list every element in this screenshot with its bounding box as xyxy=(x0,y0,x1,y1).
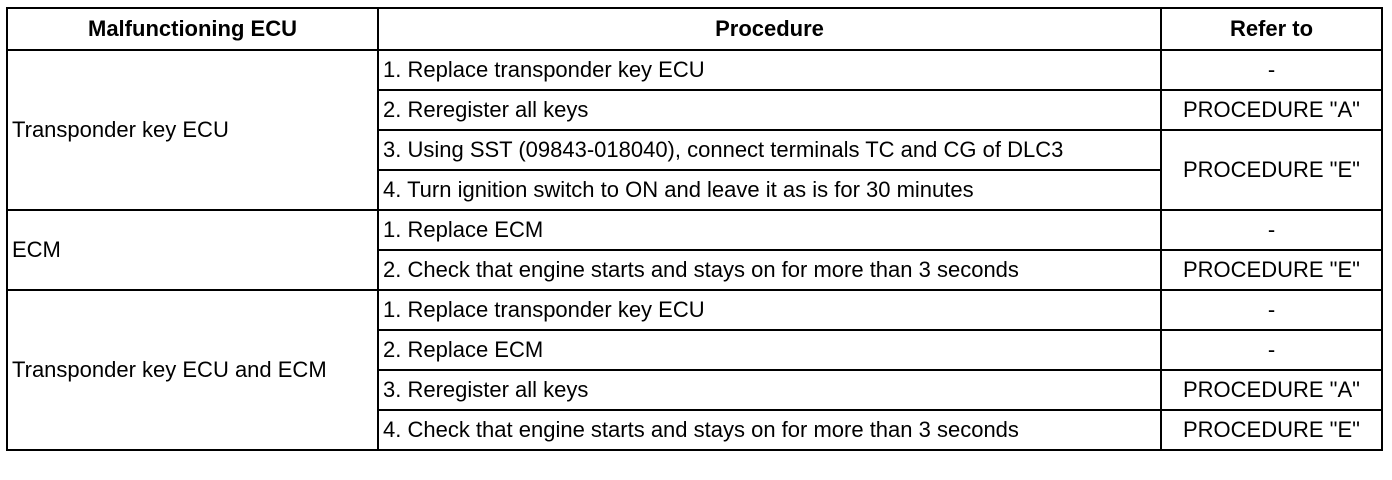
refer-cell: PROCEDURE "E" xyxy=(1161,410,1382,450)
procedure-step: 1. Replace transponder key ECU xyxy=(378,290,1161,330)
procedure-step: 2. Replace ECM xyxy=(378,330,1161,370)
header-malfunctioning-ecu: Malfunctioning ECU xyxy=(7,8,378,50)
procedure-step: 2. Check that engine starts and stays on for more than 3 seconds xyxy=(378,250,1161,290)
refer-cell: - xyxy=(1161,210,1382,250)
header-row xyxy=(7,8,1382,50)
ecu-cell: Transponder key ECU xyxy=(7,50,378,210)
refer-cell: - xyxy=(1161,290,1382,330)
procedure-step: 1. Replace transponder key ECU xyxy=(378,50,1161,90)
table-row xyxy=(7,210,1382,250)
table-row xyxy=(7,290,1382,330)
refer-cell: PROCEDURE "A" xyxy=(1161,90,1382,130)
refer-cell: PROCEDURE "E" xyxy=(1161,250,1382,290)
header-procedure: Procedure xyxy=(378,8,1161,50)
refer-cell: - xyxy=(1161,330,1382,370)
procedure-step: 3. Reregister all keys xyxy=(378,370,1161,410)
refer-cell: - xyxy=(1161,50,1382,90)
table-row xyxy=(7,50,1382,90)
procedure-step: 4. Turn ignition switch to ON and leave it as is for 30 minutes xyxy=(378,170,1161,210)
refer-cell: PROCEDURE "A" xyxy=(1161,370,1382,410)
procedure-table xyxy=(6,7,1383,451)
procedure-step: 2. Reregister all keys xyxy=(378,90,1161,130)
procedure-step: 1. Replace ECM xyxy=(378,210,1161,250)
header-refer-to: Refer to xyxy=(1161,8,1382,50)
procedure-step: 4. Check that engine starts and stays on for more than 3 seconds xyxy=(378,410,1161,450)
ecu-cell: ECM xyxy=(7,210,378,290)
ecu-cell: Transponder key ECU and ECM xyxy=(7,290,378,450)
refer-cell: PROCEDURE "E" xyxy=(1161,130,1382,210)
procedure-step: 3. Using SST (09843-018040), connect terminals TC and CG of DLC3 xyxy=(378,130,1161,170)
